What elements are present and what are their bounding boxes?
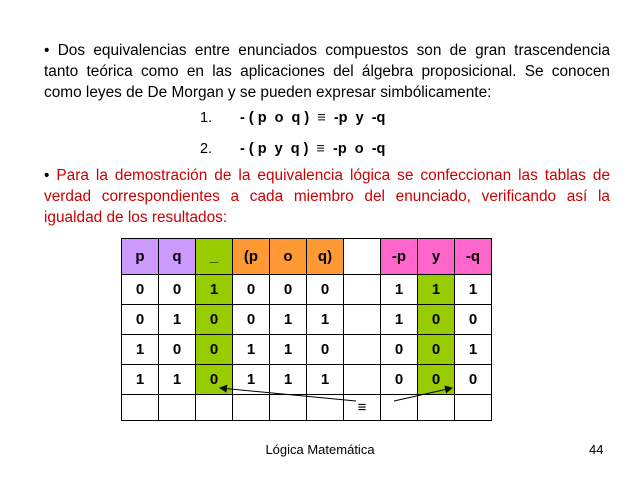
header-cell-not-p: -p: [381, 239, 418, 275]
formula-2: [200, 141, 385, 157]
table-cell: [344, 365, 381, 395]
table-cell: 0: [233, 275, 270, 305]
table-row: [122, 305, 492, 335]
table-cell: 1: [455, 335, 492, 365]
table-cell: [307, 395, 344, 421]
table-cell: 1: [418, 275, 455, 305]
formula-expression: - ( p o q ) ≡ -p y -q: [240, 110, 386, 126]
header-cell-y: y: [418, 239, 455, 275]
table-cell: [159, 395, 196, 421]
truth-table: [121, 238, 492, 421]
table-cell: 0: [159, 335, 196, 365]
header-cell-not-q: -q: [455, 239, 492, 275]
table-cell: [418, 395, 455, 421]
header-cell-p: p: [122, 239, 159, 275]
page-number: 44: [589, 442, 604, 457]
footer-title: Lógica Matemática: [265, 442, 375, 457]
table-cell: 1: [196, 275, 233, 305]
bullet-icon: •: [44, 42, 50, 59]
demo-paragraph: [44, 165, 610, 228]
table-row: [122, 365, 492, 395]
table-cell: [381, 395, 418, 421]
table-cell: 0: [270, 275, 307, 305]
table-row-equivalence: [122, 395, 492, 421]
table-cell: 0: [159, 275, 196, 305]
table-cell: 0: [455, 305, 492, 335]
table-cell: 0: [455, 365, 492, 395]
table-cell: 0: [196, 305, 233, 335]
table-cell: 0: [307, 335, 344, 365]
table-cell: 1: [270, 305, 307, 335]
intro-text: Dos equivalencias entre enunciados compuestos son de gran trascendencia tanto teórica como en las aplicaciones del álgebra proposicional. Se conocen como leyes de De Morgan y se pueden expresar simbólicamente:: [44, 42, 610, 101]
header-cell-negation: _: [196, 239, 233, 275]
table-cell: 1: [233, 365, 270, 395]
header-cell-q: q: [159, 239, 196, 275]
table-cell: [344, 305, 381, 335]
header-cell-q-close: q): [307, 239, 344, 275]
table-cell: 0: [418, 335, 455, 365]
table-cell: 1: [307, 365, 344, 395]
formula-1: [200, 110, 385, 126]
table-cell: 1: [307, 305, 344, 335]
intro-paragraph: [44, 40, 610, 103]
demo-text: Para la demostración de la equivalencia lógica se confeccionan las tablas de verdad correspondientes a cada miembro del enunciado, verificando así la igualdad de los resultados:: [44, 167, 611, 226]
table-cell: [344, 335, 381, 365]
table-cell: [455, 395, 492, 421]
table-cell: 1: [159, 305, 196, 335]
formula-number: 1.: [200, 110, 213, 126]
table-cell: [122, 395, 159, 421]
header-cell-open-p: (p: [233, 239, 270, 275]
table-cell: [196, 395, 233, 421]
table-cell: [344, 275, 381, 305]
table-cell: 0: [381, 365, 418, 395]
table-cell: 0: [307, 275, 344, 305]
table-cell: 0: [418, 365, 455, 395]
table-cell: 1: [270, 365, 307, 395]
table-cell: [233, 395, 270, 421]
table-cell: 0: [196, 365, 233, 395]
table-cell: 0: [122, 275, 159, 305]
table-cell: 1: [159, 365, 196, 395]
formula-expression: - ( p y q ) ≡ -p o -q: [240, 141, 386, 157]
table-row: [122, 275, 492, 305]
bullet-icon: •: [44, 167, 50, 184]
equivalence-symbol: ≡: [344, 395, 381, 421]
header-cell-empty: [344, 239, 381, 275]
table-cell: 0: [418, 305, 455, 335]
table-cell: 0: [381, 335, 418, 365]
table-cell: 1: [381, 305, 418, 335]
table-cell: 1: [270, 335, 307, 365]
table-cell: [270, 395, 307, 421]
table-row: [122, 335, 492, 365]
table-cell: 1: [122, 335, 159, 365]
table-cell: 0: [196, 335, 233, 365]
table-cell: 1: [455, 275, 492, 305]
table-cell: 0: [122, 305, 159, 335]
table-cell: 1: [122, 365, 159, 395]
table-cell: 1: [233, 335, 270, 365]
table-cell: 0: [233, 305, 270, 335]
formula-number: 2.: [200, 141, 213, 157]
table-cell: 1: [381, 275, 418, 305]
table-header-row: [122, 239, 492, 275]
header-cell-o: o: [270, 239, 307, 275]
